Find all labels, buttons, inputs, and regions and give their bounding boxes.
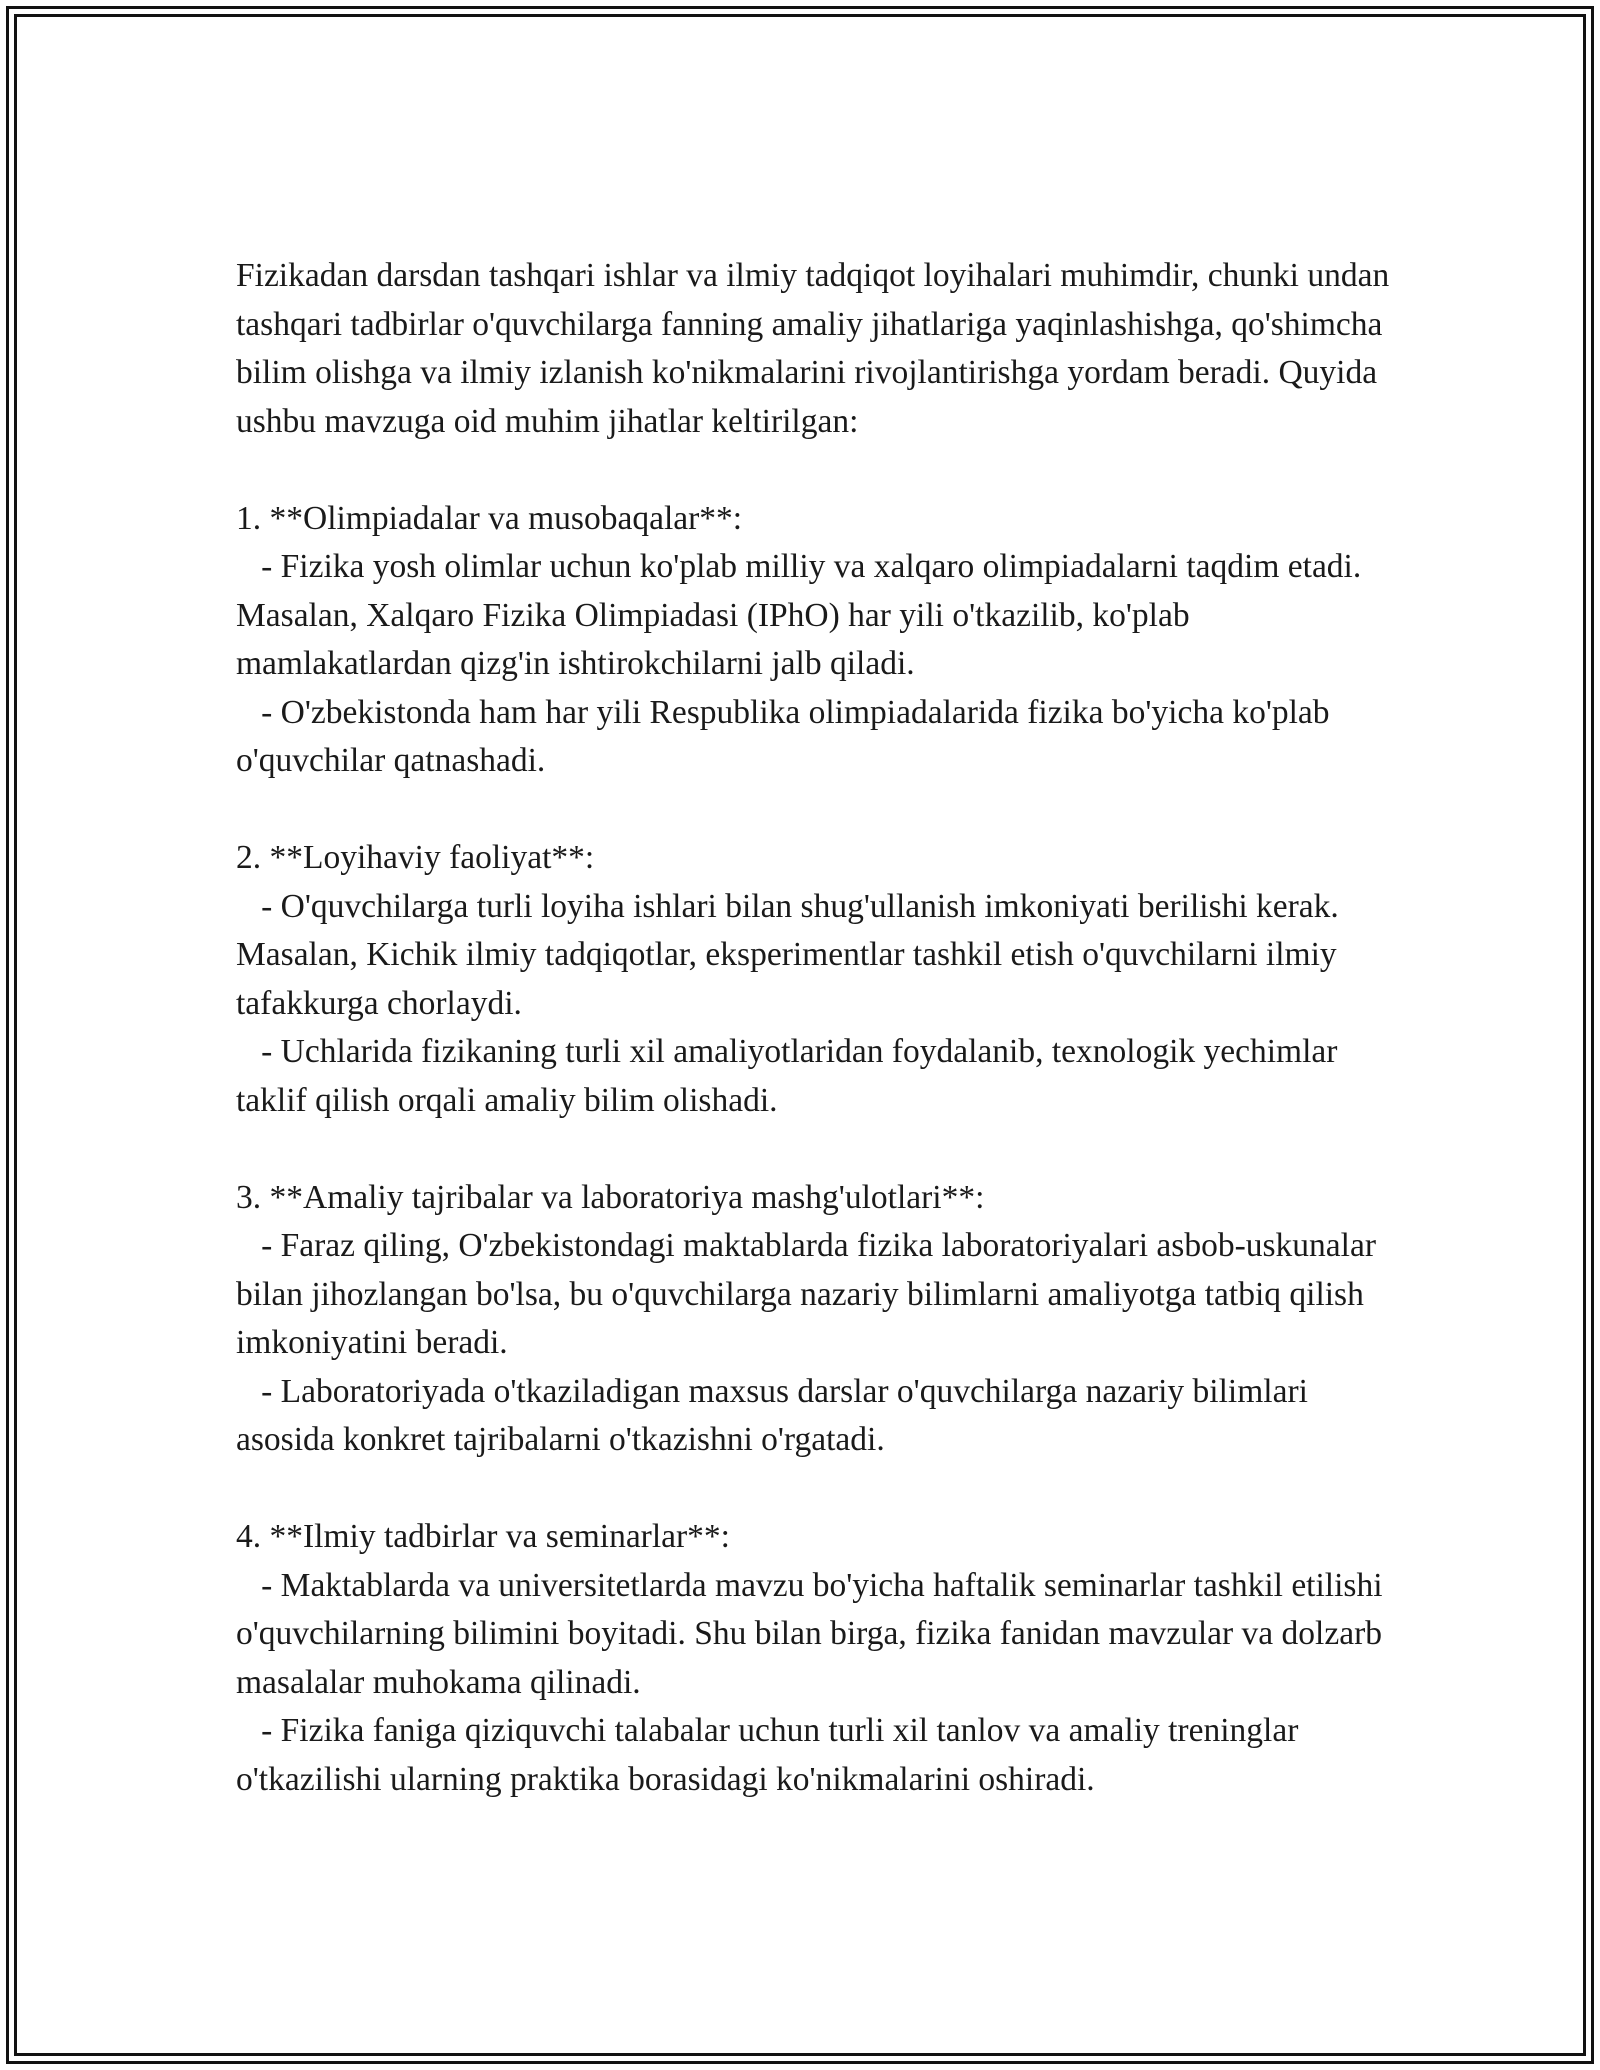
paragraph-gap	[236, 446, 1406, 495]
list-item-bullet: - Maktablarda va universitetlarda mavzu bo'yicha haftalik seminarlar tashkil etilishi o'quvchilarning bilimini boyitadi. Shu bilan birga, fizika fanidan mavzular va dolzarb masalalar muhokama qilinadi.	[236, 1566, 1391, 1701]
paragraph-gap	[236, 786, 1406, 835]
list-item-bullet: - O'quvchilarga turli loyiha ishlari bilan shug'ullanish imkoniyati berilishi kerak. Masalan, Kichik ilmiy tadqiqotlar, eksperimentlar tashkil etish o'quvchilarni ilmiy tafakkurga chorlaydi.	[236, 887, 1348, 1022]
list-item-bullet: - Uchlarida fizikaning turli xil amaliyotlaridan foydalanib, texnologik yechimlar taklif qilish orqali amaliy bilim olishadi.	[236, 1033, 1346, 1119]
list-item-title: 1. **Olimpiadalar va musobaqalar**:	[236, 499, 743, 537]
paragraph-gap	[236, 1465, 1406, 1514]
list-item-title: 4. **Ilmiy tadbirlar va seminarlar**:	[236, 1518, 730, 1555]
list-item-bullet: - Fizika yosh olimlar uchun ko'plab milliy va xalqaro olimpiadalarni taqdim etadi. Masalan, Xalqaro Fizika Olimpiadasi (IPhO) har yili o'tkazilib, ko'plab mamlakatlardan qizg'in ishtirokchilarni jalb qiladi.	[236, 548, 1370, 682]
list-item-bullet: - Laboratoriyada o'tkaziladigan maxsus darslar o'quvchilarga nazariy bilimlari asosida konkret tajribalarni o'tkazishni o'rgatadi.	[236, 1372, 1317, 1458]
intro-paragraph: Fizikadan darsdan tashqari ishlar va ilmiy tadqiqot loyihalari muhimdir, chunki undan tashqari tadbirlar o'quvchilarga fanning amaliy jihatlariga yaqinlashishga, qo'shimcha bilim olishga va ilmiy izlanish ko'nikmalarini rivojlantirishga yordam beradi. Quyida ushbu mavzuga oid muhim jihatlar keltirilgan:	[236, 257, 1398, 440]
list-item-bullet: - Fizika faniga qiziquvchi talabalar uchun turli xil tanlov va amaliy treninglar o'tkazilishi ularning praktika borasidagi ko'nikmalarini oshiradi.	[236, 1712, 1307, 1798]
list-item-bullet: - Faraz qiling, O'zbekistondagi maktablarda fizika laboratoriyalari asbob-uskunalar bilan jihozlangan bo'lsa, bu o'quvchilarga nazariy bilimlarni amaliyotga tatbiq qilish imkoniyatini beradi.	[236, 1227, 1385, 1361]
list-item-bullet: - O'zbekistonda ham har yili Respublika olimpiadalarida fizika bo'yicha ko'plab o'quvchilar qatnashadi.	[236, 693, 1338, 779]
list-item	[236, 1513, 1406, 1804]
list-item-title: 3. **Amaliy tajribalar va laboratoriya mashg'ulotlari**:	[236, 1178, 985, 1216]
list-item-title: 2. **Loyihaviy faoliyat**:	[236, 839, 595, 876]
document-body	[236, 252, 1406, 1804]
list-item	[236, 834, 1406, 1125]
paragraph-gap	[236, 1125, 1406, 1174]
list-item	[236, 1174, 1406, 1465]
list-item	[236, 495, 1406, 786]
